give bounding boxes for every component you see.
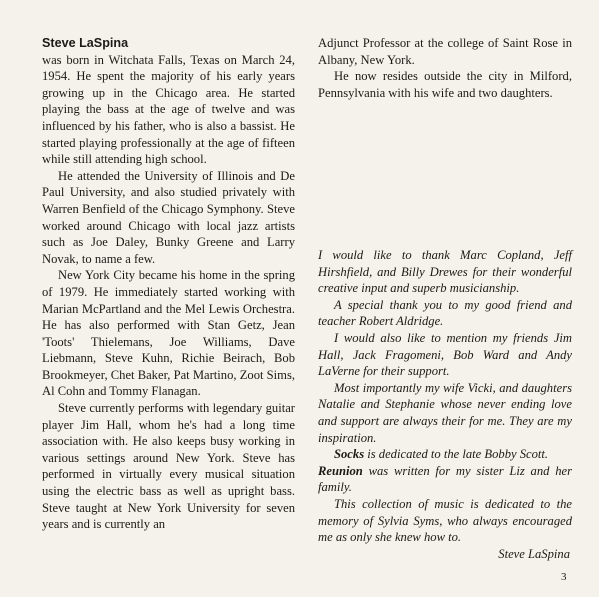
biography-continued [318,35,572,101]
thanks-paragraph-3: I would also like to mention my friends Jim Hall, Jack Fragomeni, Bob Ward and Andy LaVerne for their support. [318,330,572,379]
bio-paragraph-2: He attended the University of Illinois and De Paul University, and also studied privately with Warren Benfield of the Chicago Symphony. Steve worked around Chicago with local jazz artists such as Joe Daley, Bunky Greene and Larry Novak, to name a few. [42,168,295,266]
dedication-reunion-text: was written for my sister Liz and her family. [318,463,572,495]
acknowledgements-column [318,247,572,562]
dedication-reunion [318,463,572,496]
bio-paragraph-3: New York City became his home in the spring of 1979. He immediately started working with Marian McPartland and the Mel Lewis Orchestra. He has also performed with Stan Getz, Jean 'Toots' Thielemans, Joe Williams, Dave Liebmann, Steve Kuhn, Richie Beirach, Bob Brookmeyer, Chet Baker, Pat Martino, Zoot Sims, Al Cohn and Tommy Flanagan. [42,268,295,399]
biography-column [42,35,295,533]
track-title-socks: Socks [334,447,365,462]
track-title-reunion: Reunion [318,463,363,478]
bio-paragraph-5: Adjunct Professor at the college of Saint Rose in Albany, New York. [318,36,572,67]
dedication-socks [318,446,572,463]
bio-paragraph-1: was born in Witchata Falls, Texas on March 24, 1954. He spent the majority of his early years growing up in the Chicago area. He started playing the bass at the age of twelve and was influenced by his father, who is also a bassist. He started playing professionally at the age of fifteen while still attending high school. [42,52,295,167]
biography-heading: Steve LaSpina [42,36,129,50]
thanks-paragraph-4: Most importantly my wife Vicki, and daughters Natalie and Stephanie whose never ending love and support are always their for me. They are my inspiration. [318,380,572,445]
bio-paragraph-4: Steve currently performs with legendary guitar player Jim Hall, whom he's had a long time association with. He also keeps busy working in various settings around New York. Steve has performed in virtually every musical situation using the electric bass as well as upright bass. Steve taught at New York University for seven years and is currently an [42,401,295,532]
thanks-paragraph-dedication: This collection of music is dedicated to the memory of Sylvia Syms, who always encouraged me as only she knew how to. [318,496,572,545]
dedication-socks-text: is dedicated to the late Bobby Scott. [364,447,549,462]
page-number: 3 [561,571,567,583]
signature: Steve LaSpina [498,546,570,561]
bio-paragraph-6: He now resides outside the city in Milford, Pennsylvania with his wife and two daughters. [318,69,572,100]
thanks-paragraph-1: I would like to thank Marc Copland, Jeff Hirshfield, and Billy Drewes for their wonderful creative input and superb musicianship. [318,248,572,296]
thanks-paragraph-2: A special thank you to my good friend and teacher Robert Aldridge. [318,297,572,329]
